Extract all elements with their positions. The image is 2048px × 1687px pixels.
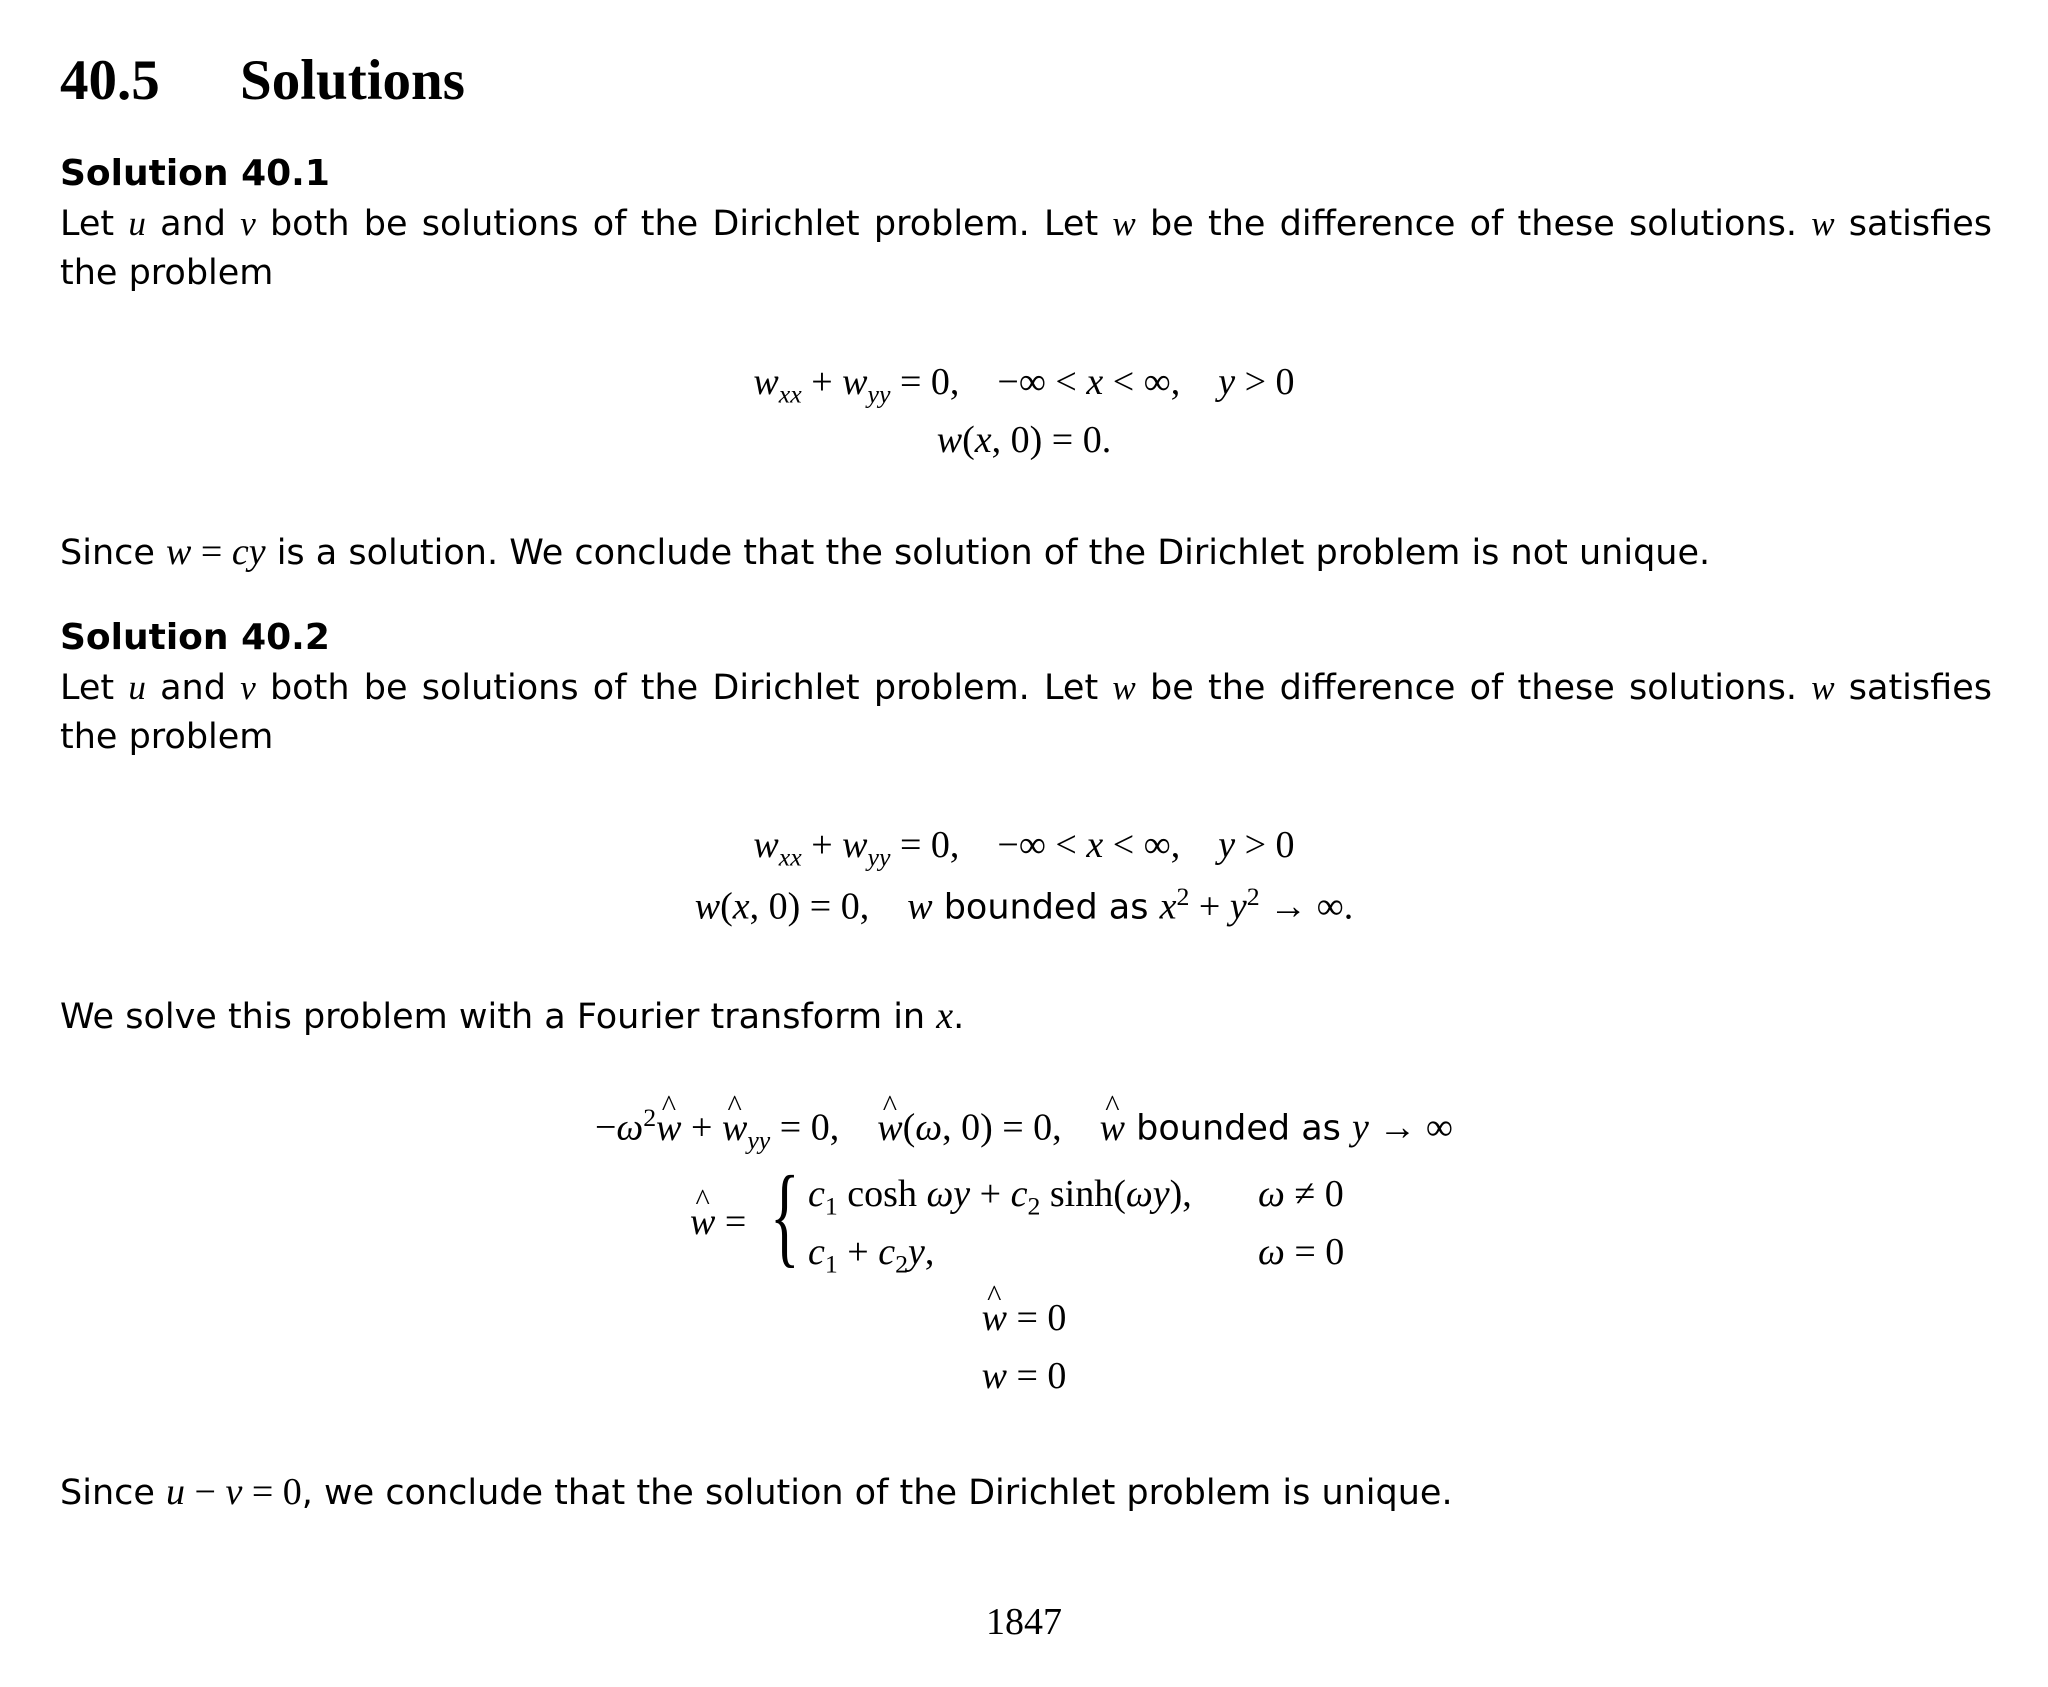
piecewise-condition-2: ω = 0	[1258, 1231, 1345, 1273]
solution-40-1-conclusion: Since w = cy is a solution. We conclude that the solution of the Dirichlet problem is not unique.	[60, 531, 1711, 573]
var-u: u	[128, 204, 146, 243]
solution-40-2-intro: Let u and v both be solutions of the Dirichlet problem. Let w be the difference of these solutions. w satisfies the problem	[60, 668, 1992, 757]
var-v: v	[240, 204, 256, 243]
piecewise-brace: {	[770, 1154, 800, 1278]
solution-40-1-intro: Let u and v both be solutions of the Dirichlet problem. Let w be the difference of these solutions. w satisfies the problem	[60, 204, 1992, 293]
section-heading	[60, 48, 465, 113]
w-hat-zero-equation: w ^ = 0	[0, 1296, 2048, 1340]
piecewise-condition-1: ω ≠ 0	[1258, 1173, 1344, 1215]
solution-40-1-equation-2: w(x, 0) = 0.	[936, 419, 1112, 461]
piecewise-case-2: $c_1 + c_2y$,	[808, 1231, 935, 1279]
transformed-equation: $-\omega^2w$ ^ + w $\^{}_{yy} = 0$, w ^(ω, 0) = 0, w ^ bounded as y → ∞	[0, 1103, 2048, 1155]
solution-40-1-equation-1: $w_{xx} + w_{yy} = 0$, −∞ < x < ∞, y > 0	[753, 361, 1295, 409]
solution-40-2-equation-1: $w_{xx} + w_{yy} = 0$, −∞ < x < ∞, y > 0	[753, 824, 1295, 872]
solution-40-2-heading: Solution 40.2	[60, 617, 330, 658]
page-number: 1847	[986, 1601, 1062, 1643]
piecewise-case-1: $c_1$ $\cosh \omega y + c_2$ sinh(ωy),	[808, 1173, 1192, 1221]
var-v: v	[240, 668, 256, 707]
solution-40-2-equation-2: w(x, 0) = 0, w bounded as $x^2 + y^2$ → ∞.	[694, 882, 1354, 928]
piecewise-lhs: w ^ =	[690, 1200, 746, 1244]
var-w: w	[1112, 204, 1136, 243]
solution-40-1-heading: Solution 40.1	[60, 153, 330, 194]
section-number: 40.5	[60, 49, 160, 112]
section-title: Solutions	[240, 49, 465, 112]
w-zero-equation: w = 0	[981, 1355, 1067, 1397]
var-u: u	[128, 668, 146, 707]
solution-40-2-conclusion: Since u − v = 0, we conclude that the solution of the Dirichlet problem is unique.	[60, 1471, 1453, 1513]
solution-40-2-fourier-sentence: We solve this problem with a Fourier transform in x.	[60, 995, 965, 1037]
var-w: w	[1112, 668, 1136, 707]
